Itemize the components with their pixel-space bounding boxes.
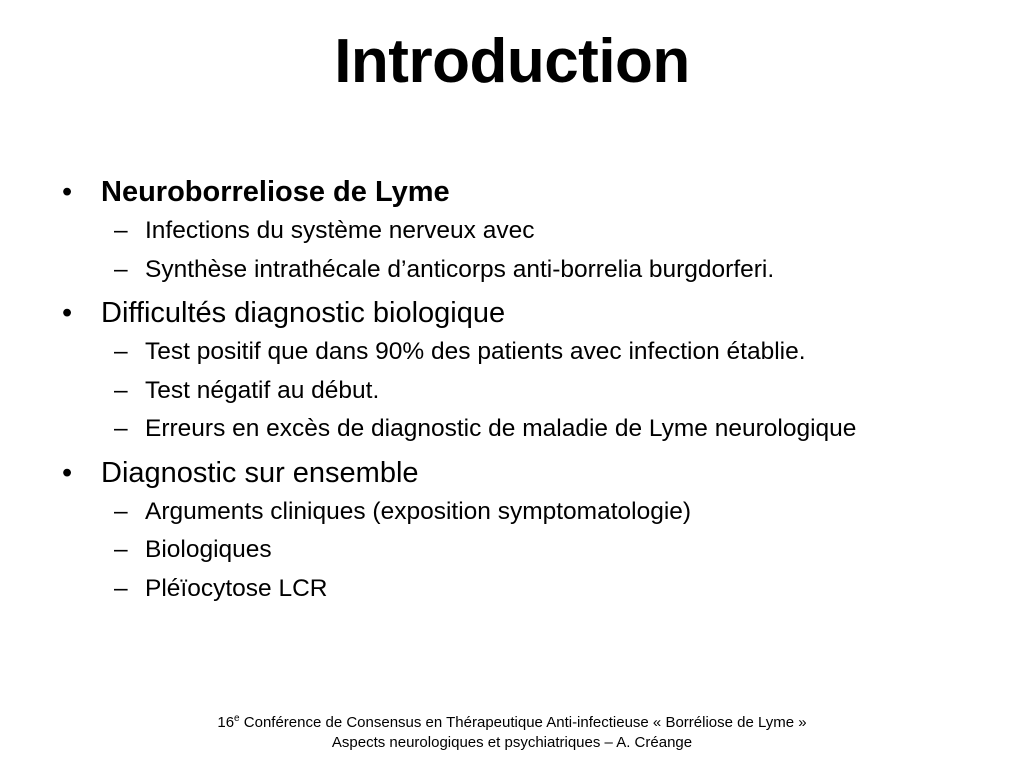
bullet-list: [56, 172, 996, 608]
sub-bullet-label: Biologiques: [145, 536, 272, 563]
dash-icon: –: [114, 497, 128, 525]
sub-bullet-label: Pléïocytose LCR: [145, 574, 328, 602]
bullet-item-difficultes: [56, 293, 996, 333]
sub-bullet-label: Erreurs en excès de diagnostic de maladie de Lyme neurologique: [145, 415, 857, 442]
sub-bullet-label: Arguments cliniques (exposition symptomatologie): [145, 497, 692, 525]
sub-bullet-item: [56, 493, 996, 532]
footer-conference-title: Conférence de Consensus en Thérapeutique Anti-infectieuse « Borréliose de Lyme »: [239, 714, 807, 731]
footer-line-conference: [0, 713, 1024, 733]
sub-bullet-label: Test négatif au début.: [145, 376, 380, 404]
bullet-item-diagnostic-ensemble: [56, 453, 996, 493]
sub-bullet-item: [56, 212, 996, 251]
slide-title: Introduction: [334, 27, 690, 96]
dash-icon: –: [114, 574, 128, 602]
bullet-label: Difficultés diagnostic biologique: [101, 297, 506, 329]
sub-bullet-item: [56, 410, 996, 449]
footer-line-author: Aspects neurologiques et psychiatriques – A. Créange: [331, 734, 693, 751]
bullet-item-neuroborreliose: [56, 172, 996, 212]
dash-icon: –: [114, 217, 128, 244]
footer-edition-superscript: e: [234, 713, 240, 724]
bullet-icon: •: [62, 456, 73, 489]
bullet-icon: •: [62, 176, 73, 208]
sub-bullet-item: [56, 372, 996, 411]
sub-bullet-label: Infections du système nerveux avec: [145, 217, 535, 244]
sub-bullet-item: [56, 333, 996, 372]
dash-icon: –: [114, 255, 128, 283]
slide-footer: [0, 713, 1024, 753]
bullet-label: Diagnostic sur ensemble: [101, 456, 419, 489]
footer-edition-number: 16: [217, 714, 235, 731]
sub-bullet-item: [56, 531, 996, 570]
bullet-icon: •: [62, 297, 73, 329]
dash-icon: –: [114, 536, 128, 563]
dash-icon: –: [114, 415, 128, 442]
bullet-label: Neuroborreliose de Lyme: [101, 176, 450, 208]
sub-bullet-label: Test positif que dans 90% des patients avec infection établie.: [145, 338, 806, 365]
sub-bullet-item: [56, 251, 996, 290]
sub-bullet-item: [56, 570, 996, 609]
dash-icon: –: [114, 338, 128, 365]
sub-bullet-label: Synthèse intrathécale d’anticorps anti-borrelia burgdorferi.: [145, 255, 775, 283]
dash-icon: –: [114, 376, 128, 404]
